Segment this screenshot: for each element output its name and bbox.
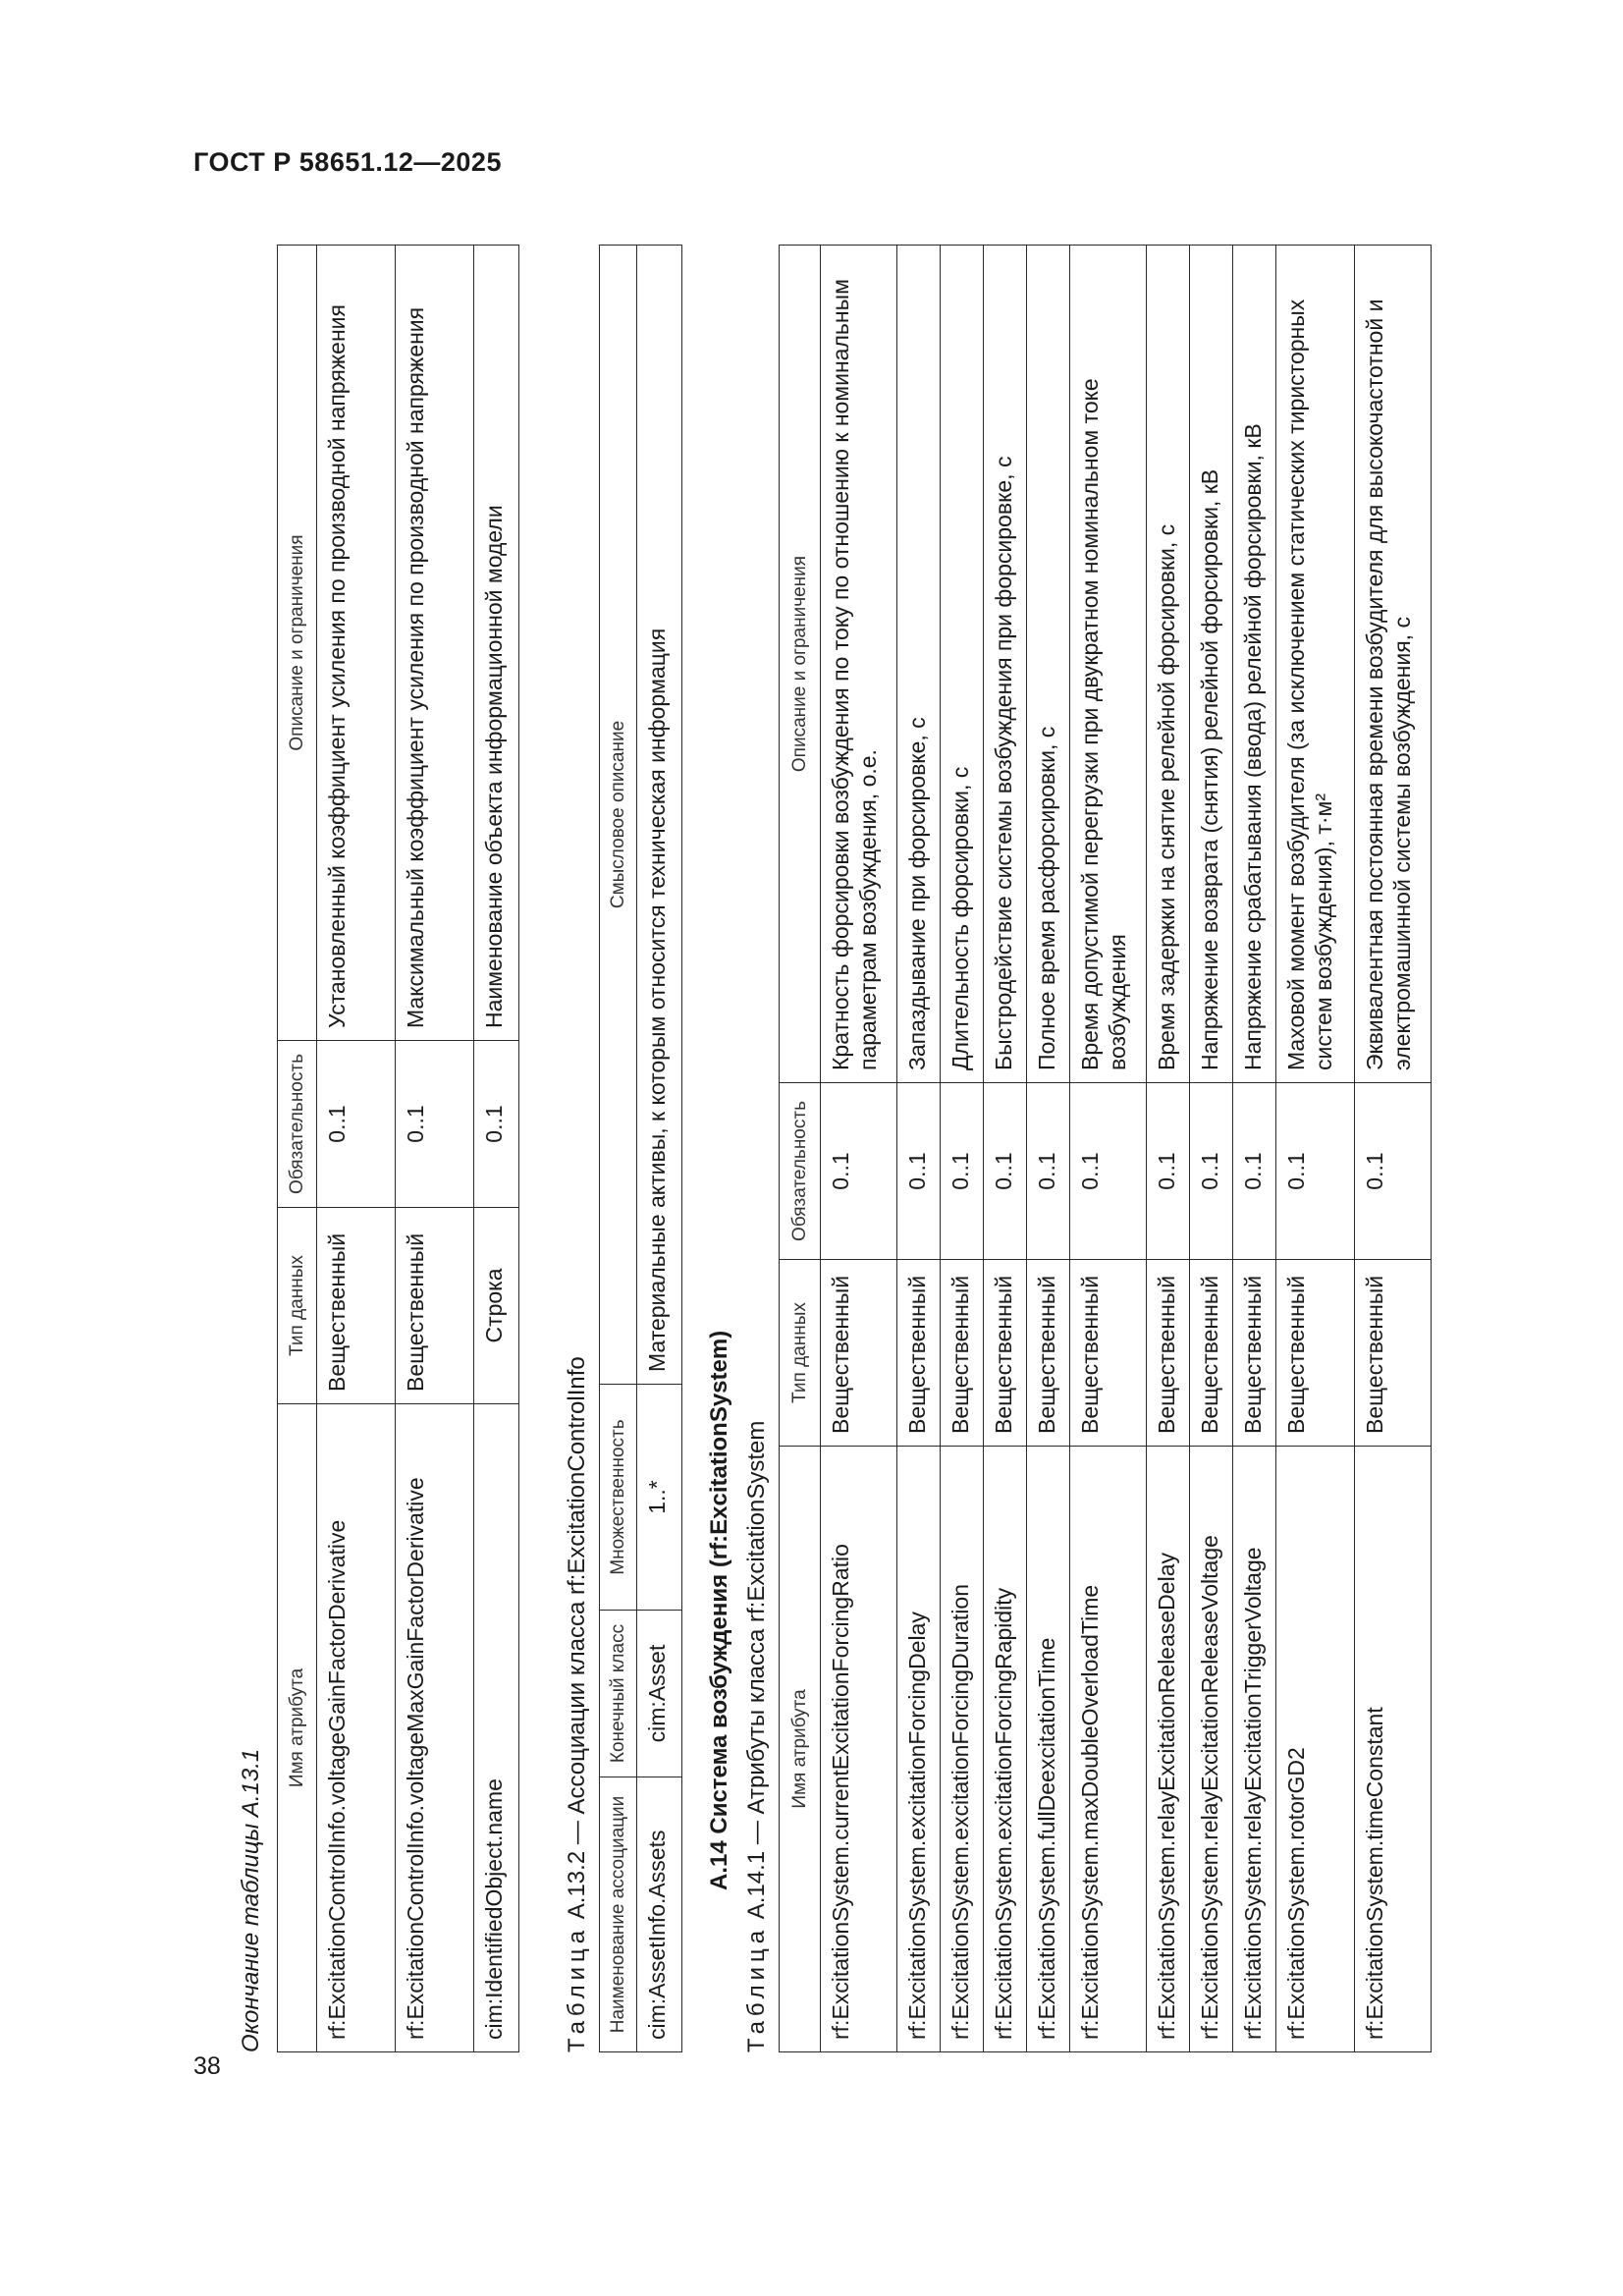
attribute-name: cim:IdentifiedObject.name xyxy=(474,1404,519,2052)
rotated-content xyxy=(193,246,1460,2052)
column-header: Обязательность xyxy=(780,1083,821,1260)
description: Время задержки на снятие релейной форсировки, с xyxy=(1147,246,1190,1083)
table-row xyxy=(821,246,897,2052)
page-number: 38 xyxy=(193,2052,221,2080)
data-type: Вещественный xyxy=(984,1260,1027,1447)
data-type: Вещественный xyxy=(1276,1260,1355,1447)
table-row xyxy=(1147,246,1190,2052)
attribute-name: rf:ExcitationSystem.timeConstant xyxy=(1355,1447,1432,2052)
attribute-name: rf:ExcitationSystem.excitationForcingRapidity xyxy=(984,1447,1027,2052)
table-row xyxy=(984,246,1027,2052)
data-type: Вещественный xyxy=(941,1260,984,1447)
table-a14-1 xyxy=(779,245,1432,2052)
caption-prefix: Таблица xyxy=(743,1925,770,2052)
description: Кратность форсировки возбуждения по току по отношению к номинальным параметрам возбуждения, о.е. xyxy=(821,246,897,1083)
table-row xyxy=(1027,246,1070,2052)
description: Быстродействие системы возбуждения при форсировке, с xyxy=(984,246,1027,1083)
description: Маховой момент возбудителя (за исключением статических тиристорных систем возбуждения), т·м² xyxy=(1276,246,1355,1083)
attribute-name: rf:ExcitationSystem.maxDoubleOverloadTime xyxy=(1070,1447,1147,2052)
table-row xyxy=(396,246,474,2052)
description: Запаздывание при форсировке, с xyxy=(897,246,941,1083)
column-header: Множественность xyxy=(600,1385,637,1611)
table-row xyxy=(1190,246,1233,2052)
attribute-name: rf:ExcitationSystem.relayExcitationReleaseVoltage xyxy=(1190,1447,1233,2052)
document-header: ГОСТ Р 58651.12—2025 xyxy=(193,147,502,177)
description: Максимальный коэффициент усиления по производной напряжения xyxy=(396,246,474,1041)
multiplicity: 1..* xyxy=(637,1385,682,1611)
column-header: Описание и ограничения xyxy=(780,246,821,1083)
data-type: Вещественный xyxy=(1027,1260,1070,1447)
table-row xyxy=(1233,246,1276,2052)
data-type: Вещественный xyxy=(821,1260,897,1447)
column-header: Описание и ограничения xyxy=(278,246,317,1041)
multiplicity: 0..1 xyxy=(984,1083,1027,1260)
caption-text: А.13.2 — Ассоциации класса rf:ExcitationControlInfo xyxy=(564,1356,590,1926)
target-class: cim:Asset xyxy=(637,1611,682,1777)
attribute-name: rf:ExcitationSystem.excitationForcingDuration xyxy=(941,1447,984,2052)
multiplicity: 0..1 xyxy=(1070,1083,1147,1260)
data-type: Строка xyxy=(474,1208,519,1404)
description: Наименование объекта информационной модели xyxy=(474,246,519,1041)
column-header: Тип данных xyxy=(780,1260,821,1447)
column-header: Имя атрибута xyxy=(780,1447,821,2052)
column-header: Обязательность xyxy=(278,1041,317,1208)
section-title: А.14 Система возбуждения (rf:ExcitationSystem) xyxy=(706,1330,732,1890)
table-a14-1-caption xyxy=(743,246,779,2052)
table-row xyxy=(897,246,941,2052)
description: Материальные активы, к которым относится техническая информация xyxy=(637,246,682,1385)
attribute-name: rf:ExcitationSystem.excitationForcingDelay xyxy=(897,1447,941,2052)
table-row xyxy=(941,246,984,2052)
multiplicity: 0..1 xyxy=(396,1041,474,1208)
table-row xyxy=(637,246,682,2052)
multiplicity: 0..1 xyxy=(1276,1083,1355,1260)
caption-prefix: Таблица xyxy=(564,1925,590,2052)
column-header: Имя атрибута xyxy=(278,1404,317,2052)
continuation-caption: Окончание таблицы А.13.1 xyxy=(238,1748,264,2052)
attribute-name: rf:ExcitationSystem.relayExcitationReleaseDelay xyxy=(1147,1447,1190,2052)
column-header: Наименование ассоциации xyxy=(600,1777,637,2052)
multiplicity: 0..1 xyxy=(1190,1083,1233,1260)
attribute-name: rf:ExcitationSystem.fullDeexcitationTime xyxy=(1027,1447,1070,2052)
attribute-name: rf:ExcitationControlInfo.voltageMaxGainFactorDerivative xyxy=(396,1404,474,2052)
multiplicity: 0..1 xyxy=(317,1041,396,1208)
table-row xyxy=(474,246,519,2052)
data-type: Вещественный xyxy=(1233,1260,1276,1447)
multiplicity: 0..1 xyxy=(1147,1083,1190,1260)
data-type: Вещественный xyxy=(396,1208,474,1404)
column-header: Смысловое описание xyxy=(600,246,637,1385)
multiplicity: 0..1 xyxy=(1027,1083,1070,1260)
description: Напряжение возврата (снятия) релейной форсировки, кВ xyxy=(1190,246,1233,1083)
multiplicity: 0..1 xyxy=(1233,1083,1276,1260)
multiplicity: 0..1 xyxy=(1355,1083,1432,1260)
table-row xyxy=(317,246,396,2052)
multiplicity: 0..1 xyxy=(897,1083,941,1260)
description: Эквивалентная постоянная времени возбудителя для высокочастотной и электромашинной системы возбуждения, с xyxy=(1355,246,1432,1083)
data-type: Вещественный xyxy=(1355,1260,1432,1447)
table-row xyxy=(1355,246,1432,2052)
column-header: Конечный класс xyxy=(600,1611,637,1777)
table-a13-2-caption xyxy=(564,246,599,2052)
column-header: Тип данных xyxy=(278,1208,317,1404)
table-a13-1-continuation xyxy=(277,245,519,2052)
data-type: Вещественный xyxy=(897,1260,941,1447)
multiplicity: 0..1 xyxy=(474,1041,519,1208)
data-type: Вещественный xyxy=(1190,1260,1233,1447)
table-row xyxy=(1070,246,1147,2052)
attribute-name: rf:ExcitationSystem.relayExcitationTriggerVoltage xyxy=(1233,1447,1276,2052)
attribute-name: rf:ExcitationSystem.currentExcitationForcingRatio xyxy=(821,1447,897,2052)
description: Полное время расфорсировки, с xyxy=(1027,246,1070,1083)
association-name: cim:AssetInfo.Assets xyxy=(637,1777,682,2052)
table-row xyxy=(1276,246,1355,2052)
table-a13-2 xyxy=(599,245,682,2052)
data-type: Вещественный xyxy=(1070,1260,1147,1447)
description: Длительность форсировки, с xyxy=(941,246,984,1083)
data-type: Вещественный xyxy=(1147,1260,1190,1447)
data-type: Вещественный xyxy=(317,1208,396,1404)
description: Напряжение срабатывания (ввода) релейной форсировки, кВ xyxy=(1233,246,1276,1083)
caption-text: А.14.1 — Атрибуты класса rf:ExcitationSystem xyxy=(743,1420,770,1926)
attribute-name: rf:ExcitationSystem.rotorGD2 xyxy=(1276,1447,1355,2052)
description: Установленный коэффициент усиления по производной напряжения xyxy=(317,246,396,1041)
multiplicity: 0..1 xyxy=(941,1083,984,1260)
description: Время допустимой перегрузки при двукратном номинальном токе возбуждения xyxy=(1070,246,1147,1083)
multiplicity: 0..1 xyxy=(821,1083,897,1260)
attribute-name: rf:ExcitationControlInfo.voltageGainFactorDerivative xyxy=(317,1404,396,2052)
